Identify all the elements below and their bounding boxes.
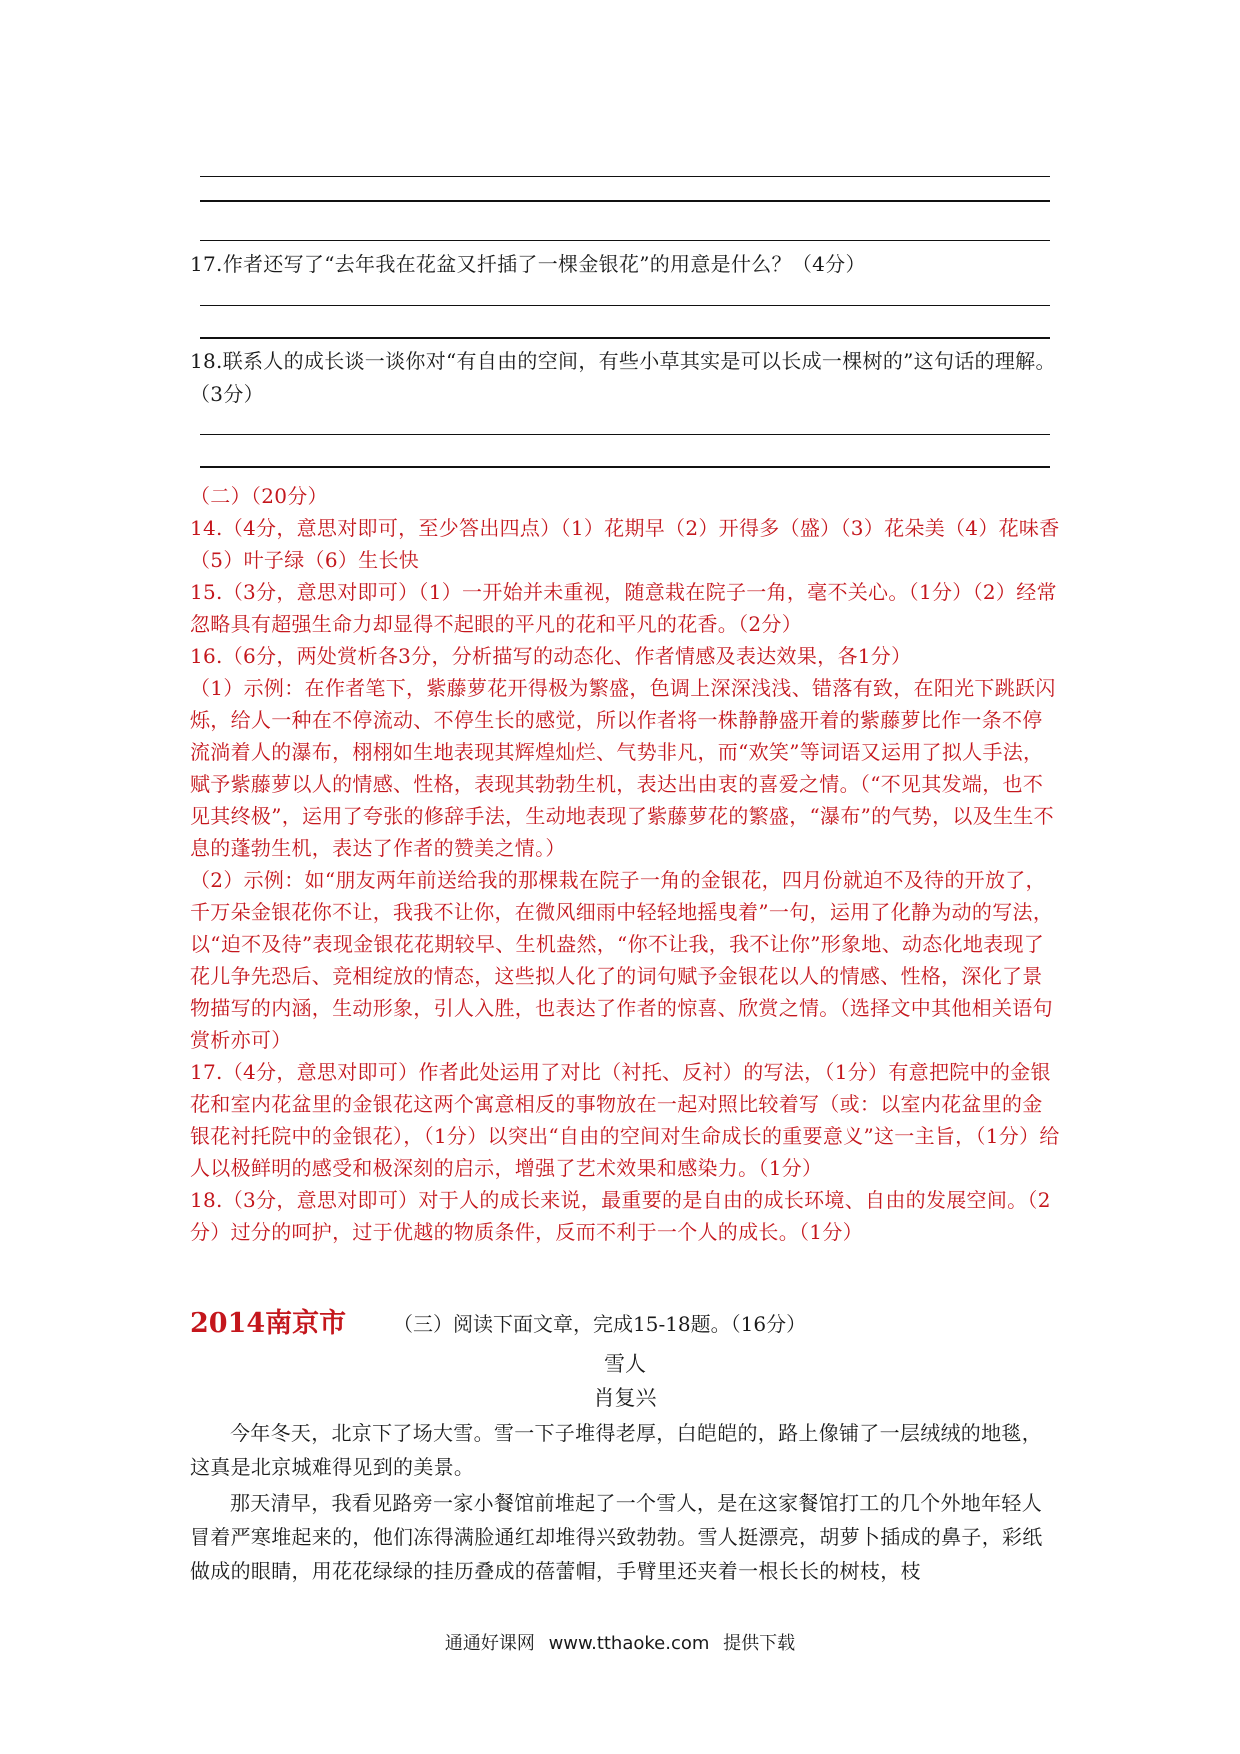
answer-line bbox=[200, 240, 1050, 241]
answer-16-part-2: （2）示例：如“朋友两年前送给我的那棵栽在院子一角的金银花，四月份就迫不及待的开放了，千万朵金银花你不让，我我不让你，在微风细雨中轻轻地摇曳着”一句，运用了化静为动的写法，以“迫不及待”表现金银花花期较早、生机盎然，“你不让我，我不让你”形象地、动态化地表现了花儿争先恐后、竞相绽放的情态，这些拟人化了的词句赋予金银花以人的情感、性格，深化了景物描写的内涵，生动形象，引人入胜，也表达了作者的惊喜、欣赏之情。（选择文中其他相关语句赏析亦可） bbox=[190, 868, 1054, 1052]
answer-line bbox=[200, 176, 1050, 177]
answer-line bbox=[200, 466, 1050, 468]
answer-16-part-1: （1）示例：在作者笔下，紫藤萝花开得极为繁盛，色调上深深浅浅、错落有致，在阳光下跳跃闪烁，给人一种在不停流动、不停生长的感觉，所以作者将一株静静盛开着的紫藤萝比作一条不停流淌着人的瀑布，栩栩如生地表现其辉煌灿烂、气势非凡，而“欢笑”等词语又运用了拟人手法，赋予紫藤萝以人的情感、性格，表现其勃勃生机，表达出由衷的喜爱之情。（“不见其发端，也不见其终极”，运用了夸张的修辞手法，生动地表现了紫藤萝花的繁盛，“瀑布”的气势，以及生生不息的蓬勃生机，表达了作者的赞美之情。） bbox=[190, 676, 1056, 860]
answer-17: 17.（4分，意思对即可）作者此处运用了对比（衬托、反衬）的写法，（1分）有意把院中的金银花和室内花盆里的金银花这两个寓意相反的事物放在一起对照比较着写（或：以室内花盆里的金银花衬托院中的金银花），（1分）以突出“自由的空间对生命成长的重要意义”这一主旨，（1分）给人以极鲜明的感受和极深刻的启示，增强了艺术效果和感染力。（1分） bbox=[190, 1060, 1060, 1180]
answer-15: 15.（3分，意思对即可）（1）一开始并未重视，随意栽在院子一角，毫不关心。（1分）（2）经常忽略具有超强生命力却显得不起眼的平凡的花和平凡的花香。（2分） bbox=[190, 580, 1057, 636]
footer-url[interactable]: www.tthaoke.com bbox=[548, 1633, 710, 1654]
source-label: 2014南京市 bbox=[190, 1308, 347, 1339]
article-author: 肖复兴 bbox=[593, 1386, 657, 1410]
article-paragraph: 那天清早，我看见路旁一家小餐馆前堆起了一个雪人，是在这家餐馆打工的几个外地年轻人冒着严寒堆起来的，他们冻得满脸通红却堆得兴致勃勃。雪人挺漂亮，胡萝卜插成的鼻子，彩纸做成的眼睛，用花花绿绿的挂历叠成的蓓蕾帽，手臂里还夹着一根长长的树枝，枝 bbox=[190, 1491, 1043, 1583]
article-title: 雪人 bbox=[604, 1352, 646, 1376]
answer-16-head: 16.（6分，两处赏析各3分，分析描写的动态化、作者情感及表达效果，各1分） bbox=[190, 644, 912, 668]
answer-line bbox=[200, 305, 1050, 306]
article-paragraph: 今年冬天，北京下了场大雪。雪一下子堆得老厚，白皑皑的，路上像铺了一层绒绒的地毯，这真是北京城难得见到的美景。 bbox=[190, 1421, 1042, 1479]
question-17: 17.作者还写了“去年我在花盆又扦插了一棵金银花”的用意是什么？（4分） bbox=[190, 252, 866, 276]
answer-line bbox=[200, 337, 1050, 339]
page-footer bbox=[0, 1632, 1240, 1656]
answer-key bbox=[190, 480, 1060, 1248]
answer-14: 14.（4分，意思对即可，至少答出四点）（1）花期早（2）开得多（盛）（3）花朵美（4）花味香（5）叶子绿（6）生长快 bbox=[190, 516, 1060, 572]
question-18: 18.联系人的成长谈一谈你对“有自由的空间，有些小草其实是可以长成一棵树的”这句话的理解。（3分） bbox=[190, 349, 1056, 406]
source-heading bbox=[190, 1302, 1060, 1346]
answer-section-header: （二）（20分） bbox=[190, 484, 328, 508]
answer-line bbox=[200, 200, 1050, 202]
reading-task: （三）阅读下面文章，完成15-18题。（16分） bbox=[393, 1312, 807, 1336]
footer-site-name: 通通好课网 bbox=[444, 1633, 535, 1654]
answer-18: 18.（3分，意思对即可）对于人的成长来说，最重要的是自由的成长环境、自由的发展空间。（2分）过分的呵护，过于优越的物质条件，反而不利于一个人的成长。（1分） bbox=[190, 1188, 1051, 1244]
footer-suffix: 提供下载 bbox=[723, 1633, 796, 1654]
article-body bbox=[190, 1416, 1060, 1590]
answer-line bbox=[200, 434, 1050, 435]
